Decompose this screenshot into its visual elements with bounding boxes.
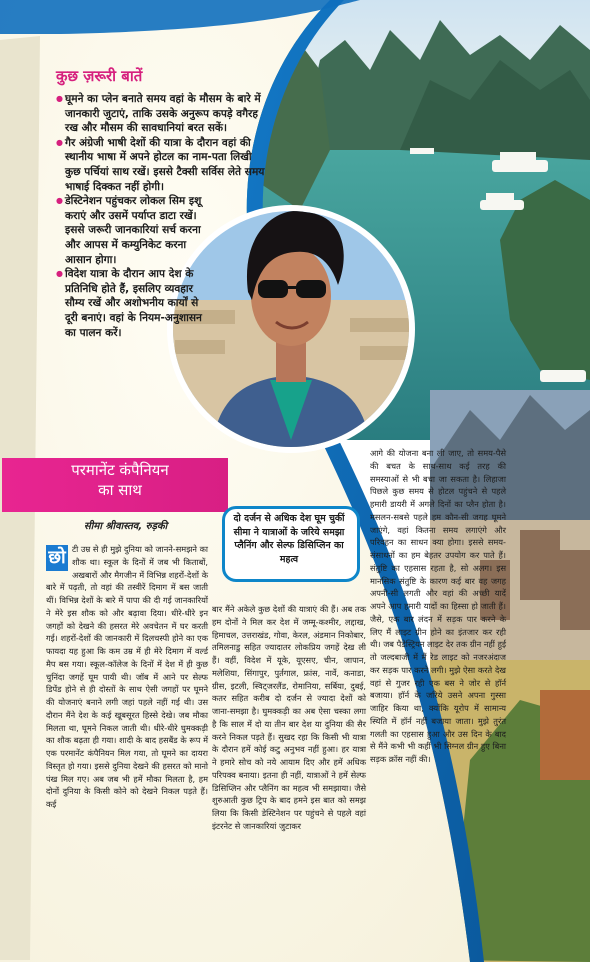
article-title-line2: का साथ xyxy=(98,481,142,499)
article-column-1 xyxy=(46,543,208,811)
tips-list xyxy=(56,92,266,340)
tip-item: ● गैर अंग्रेजी भाषी देशों की यात्रा के दौरान वहां की स्थानीय भाषा में अपने होटल का नाम-पता लिखी कुछ पर्चियां साथ रखें। इससे टैक्सी सर्विस लेते समय भाषाई दिक्कत नहीं होगी। xyxy=(56,136,266,194)
tip-item: ● डेस्टिनेशन पहुंचकर लोकल सिम इशू कराएं और उसमें पर्याप्त डाटा रखें। इससे जरूरी जानकारियां सर्च करना और आपस में कम्युनिकेट करना आसान होगा। xyxy=(56,194,215,267)
article-title xyxy=(30,460,210,500)
column-1-text: टी उम्र से ही मुझे दुनिया को जानने-समझने का शौक था। स्कूल के दिनों में जब भी किताबों, अखबारों और मैगजीन में विभिन्न शहरों-देशों के बारे में पढ़ती, तो वहां की तस्वीरें दिमाग में बस जाती थीं। विभिन्न देशों के बारे में पापा की दी गई जानकारियों ने मेरे इस शौक को और बढ़ावा दिया। धीरे-धीरे इन जगहों को देखने की हसरत मेरे अवचेतन में घर करती गई। शहरों-देशों की जानकारी में दिलचस्पी होने का एक फायदा यह हुआ कि कम उम्र में ही मेरे दिमाग में वर्ल्ड मैप बस गया। स्कूल-कॉलेज के दिनों में देश में ही कुछ चुनिंदा जगहें घूम पायी थी। जॉब में आने पर सेल्फ डिपेंड होने से ही दोस्तों के साथ ऐसी जगहों पर घूमने की योजनाएं बनाने लगी जहां पहले नहीं गई थी। उस दौरान मैंने देश के कई खूबसूरत हिस्से देखे। जब मौका मिलता था, घूमने निकल जाती थी। धीरे-धीरे घुमक्कड़ी का शौक बढ़ता ही गया। शादी के बाद हसबैंड के रूप में एक परमानेंट कंपैनियन मिल गया, तो घूमने का दायरा विस्तृत हो गया। इससे दुनिया देखने की हसरत को मानो पंख मिल गए। अब जब भी हमें मौका मिलता है, हम दोनों दुनिया के किसी कोने को देखने निकल पड़ते हैं। कई xyxy=(46,544,208,809)
house xyxy=(540,690,590,780)
byline: सीमा श्रीवास्तव, रुड़की xyxy=(84,521,168,532)
article-column-3: आगे की योजना बना ली जाए, तो समय-पैसे की बचत के साथ-साथ कई तरह की समस्याओं से भी बचा जा सकता है। लिहाजा पिछले कुछ समय से होटल पहुंचने से पहले हमारी डायरी में अगले दिनों का प्लैन होता है। मसलन-सबसे पहले हम कौन-सी जगह घूमने जाएंगे, वहां कितना समय लगाएंगे और परिवहन का साधन क्या होगा। इससे समय-संसाधनों का हम बेहतर उपयोग कर पाते हैं। संतुष्टि का एहसास रहता है, सो अलग। इस मानसिक संतुष्टि के कारण कई बार वह जगह अपनी-सी लगती और वहां की अच्छी यादें अपने आप हमारी यादों का हिस्सा हो जाती हैं। जैसे, एक बार लंदन में सड़क पार करने के लिए मैं लाइट ग्रीन होने का इंतजार कर रही थी। जब पैडेस्ट्रियन लाइट देर तक ग्रीन नहीं हुई तो जल्दबाजी में मैं रेड लाइट को नजरअंदाज कर सड़क पार करने लगी। मुझे ऐसा करते देख वहां से गुजर रही एक बस ने जोर से हॉर्न बजाया। हॉर्न के जरिये उसने अपना गुस्सा जाहिर किया था, क्योंकि यूरोप में सामान्य स्थिति में हॉर्न नहीं बजाया जाता। मुझे तुरंत गलती का एहसास हुआ और उस दिन के बाद से मैंने कभी भी कहीं भी सिग्नल ग्रीन हुए बिना सड़क क्रॉस नहीं की। xyxy=(370,448,506,764)
drop-cap: छो xyxy=(46,545,68,571)
pull-quote: दो दर्जन से अधिक देश घूम चुकीं सीमा ने यात्राओं के जरिये समझा प्लैनिंग और सेल्फ डिसिप्लिन का महत्व xyxy=(233,513,345,565)
tips-title: कुछ ज़रूरी बातें xyxy=(56,67,143,85)
tip-item: ● घूमने का प्लेन बनाते समय वहां के मौसम के बारे में जानकारी जुटाएं, ताकि उसके अनुरूप कपड़े वगैरह रख और मौसम की सावधानियां बरत सकें। xyxy=(56,92,266,136)
tip-item: ● विदेश यात्रा के दौरान आप देश के प्रतिनिधि होते हैं, इसलिए व्यवहार सौम्य रखें और अशोभनीय कार्यों से दूरी बनाएं। वहां के नियम-अनुशासन का पालन करें। xyxy=(56,267,205,340)
article-title-line1: परमानेंट कंपैनियन xyxy=(71,461,169,479)
article-column-2: बार मैंने अकेले कुछ देशों की यात्राएं की हैं। अब तक हम दोनों ने मिल कर देश में जम्मू-कश्मीर, लद्दाख, हिमाचल, उत्तराखंड, गोवा, केरल, अंडमान निकोबार, तमिलनाडु सहित ज्यादातर लोकप्रिय जगहें देख ली हैं। वहीं, विदेश में यूके, यूएसए, चीन, जापान, मलेशिया, सिंगापुर, पुर्तगाल, फ्रांस, नार्वे, कनाडा, ग्रीस, इटली, स्विट्जरलैंड, रोमानिया, सर्बिया, दुबई, कतर सहित करीब दो दर्जन से ज्यादा देशों को जाना-समझा है। घुमक्कड़ी का अब ऐसा चस्का लगा है कि साल में दो या तीन बार देश या दुनिया की सैर करने निकल पड़ते हैं। सुखद रहा कि किसी भी यात्रा के दौरान हमें कोई कटु अनुभव नहीं हुआ। हर यात्रा ने हमारे सोच को नये आयाम दिए और हमें अधिक परिपक्व बनाया। इतना ही नहीं, यात्राओं ने हमें सेल्फ डिसिप्लिन और प्लैनिंग का महत्व भी समझाया। जैसे शुरुआती कुछ ट्रिप के बाद हमने इस बात को समझ लिया कि किसी डेस्टिनेशन पर पहुंचने से पहले वहां इंटरनेट से जानकारियां जुटाकर xyxy=(212,604,366,831)
